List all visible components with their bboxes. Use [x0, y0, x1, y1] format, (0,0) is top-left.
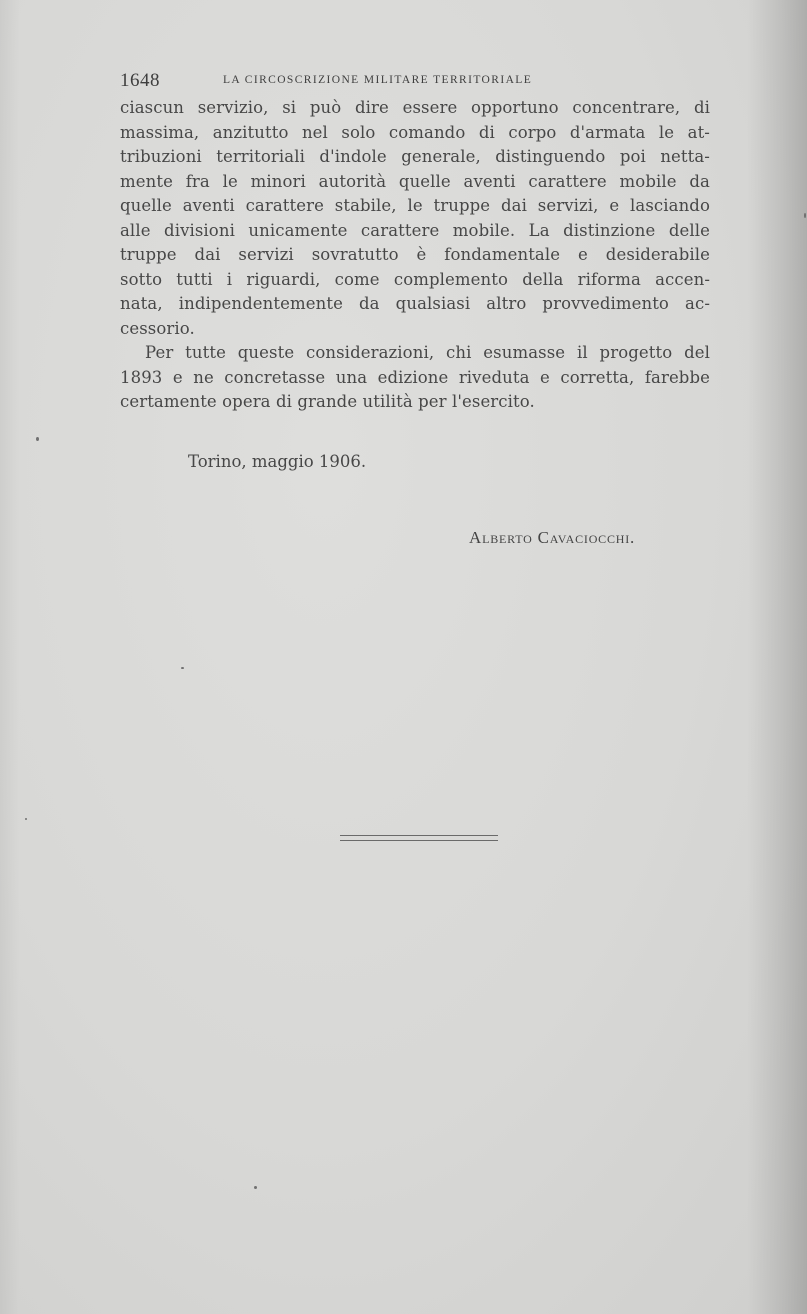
body-text: [120, 96, 710, 415]
page-number: 1648: [120, 70, 160, 91]
scan-speck: [181, 667, 184, 669]
running-head: [120, 70, 640, 94]
page-edge-left: [0, 0, 20, 1314]
text-line: mente fra le minori autorità quelle aventi carattere mobile da: [120, 171, 710, 191]
scan-speck: [254, 1186, 257, 1189]
scan-speck: [25, 818, 27, 820]
text-line: 1893 e ne concretasse una edizione riveduta e corretta, farebbe: [120, 367, 710, 387]
text-line: quelle aventi carattere stabile, le truppe dai servizi, e lasciando: [120, 196, 710, 215]
scan-speck: [804, 213, 806, 218]
closing-rule-bottom: [340, 840, 498, 841]
author-signature: Alberto Cavaciocchi.: [469, 528, 636, 547]
scan-speck: [36, 437, 39, 441]
text-line: truppe dai servizi sovratutto è fondamentale e desiderabile: [120, 245, 710, 264]
closing-rule-top: [340, 835, 498, 836]
text-line: tribuzioni territoriali d'indole generale, distinguendo poi netta-: [120, 147, 710, 166]
text-line: massima, anzitutto nel solo comando di corpo d'armata le at-: [120, 122, 710, 142]
text-line: nata, indipendentemente da qualsiasi altro provvedimento ac-: [120, 294, 710, 313]
text-line: ciascun servizio, si può dire essere opportuno concentrare, di: [120, 98, 710, 117]
text-line: certamente opera di grande utilità per l'esercito.: [120, 392, 535, 411]
running-title: LA CIRCOSCRIZIONE MILITARE TERRITORIALE: [223, 74, 533, 86]
text-line: cessorio.: [120, 318, 195, 338]
text-line: alle divisioni unicamente carattere mobile. La distinzione delle: [120, 220, 710, 240]
page-edge-right: [747, 0, 807, 1314]
text-line: sotto tutti i riguardi, come complemento della riforma accen-: [120, 269, 710, 289]
dateline: Torino, maggio 1906.: [188, 452, 367, 471]
paragraph-start-line: Per tutte queste considerazioni, chi esumasse il progetto del: [145, 343, 710, 362]
